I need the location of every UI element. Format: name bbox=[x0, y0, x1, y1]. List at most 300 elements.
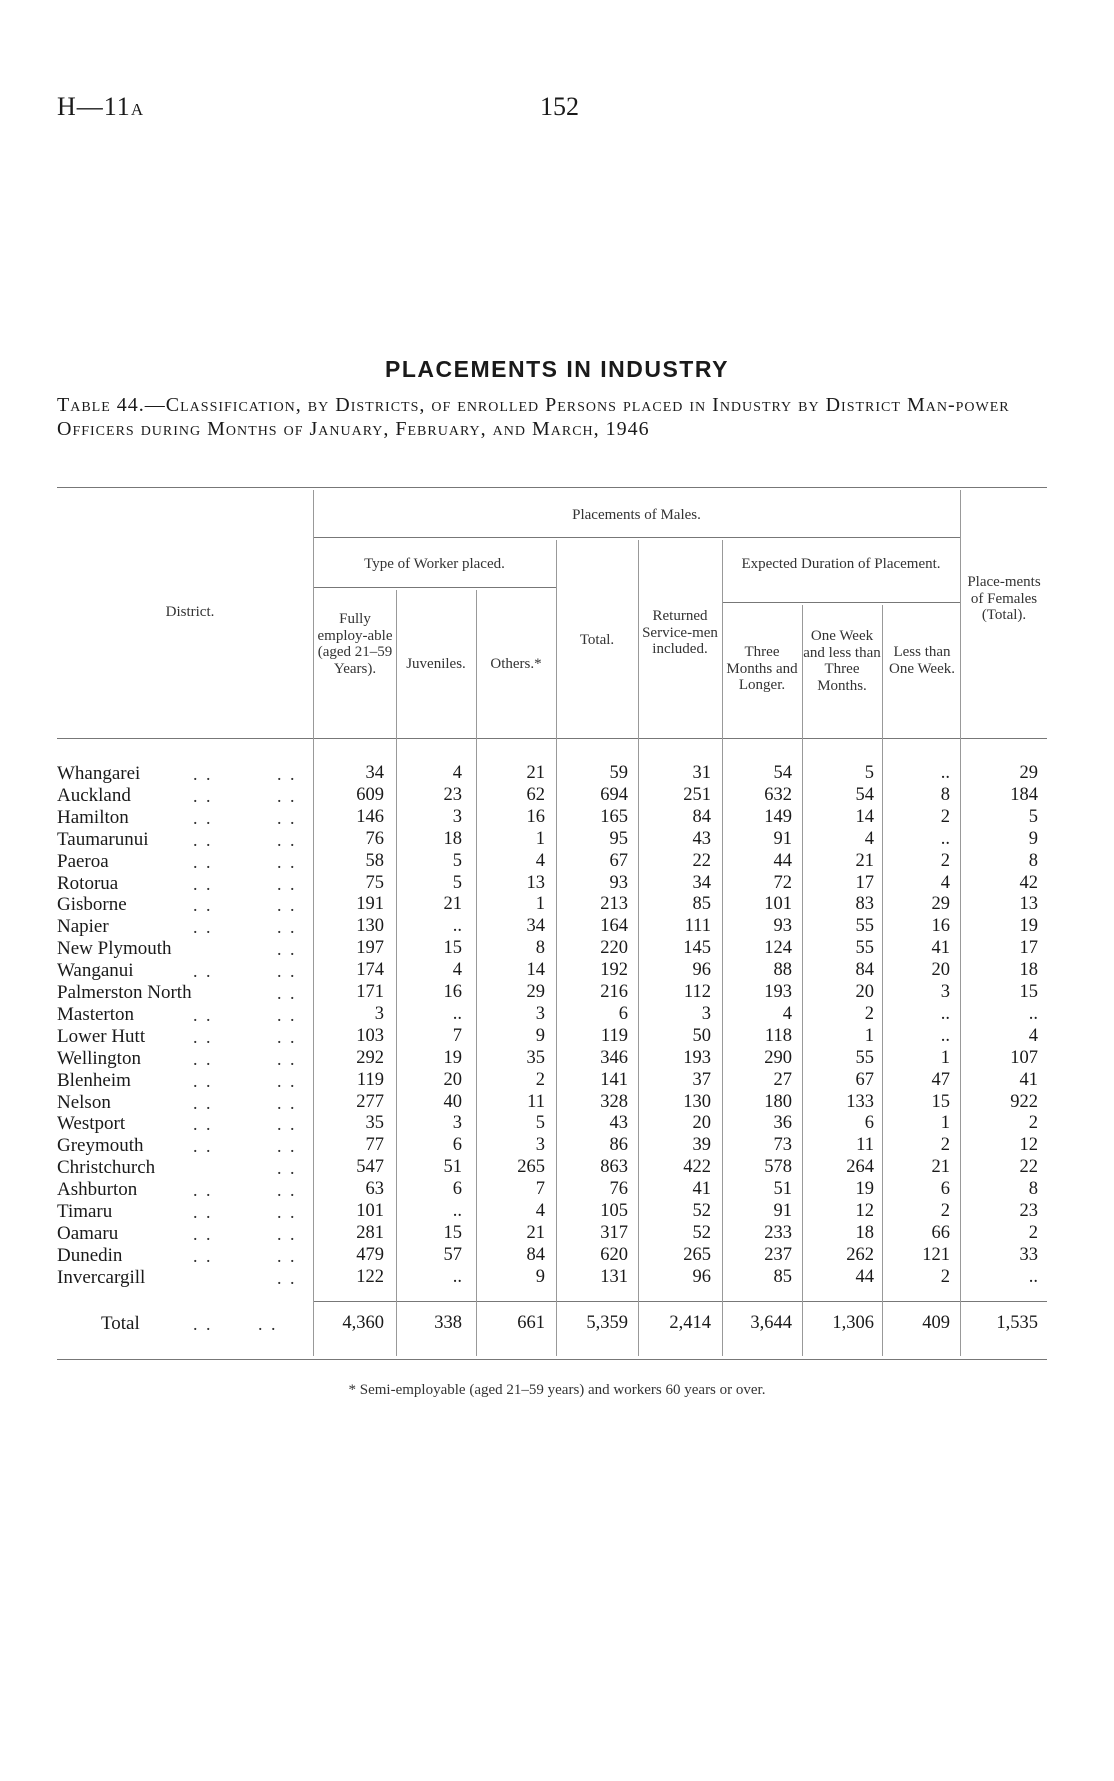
cell-total: 694 bbox=[600, 784, 628, 805]
col-header-less-one-week: Less than One Week. bbox=[889, 644, 955, 677]
leader-dots: . . bbox=[277, 873, 297, 894]
cell-one-week: 21 bbox=[855, 850, 874, 871]
cell-fully-employable: 77 bbox=[365, 1135, 384, 1156]
cell-total: 863 bbox=[600, 1157, 628, 1178]
leader-dots: . . bbox=[277, 785, 297, 806]
leader-dots: . . bbox=[277, 1180, 297, 1201]
cell-females: 922 bbox=[1010, 1091, 1038, 1112]
cell-juveniles: 4 bbox=[452, 763, 462, 783]
cell-others: 21 bbox=[526, 1222, 545, 1243]
cell-one-week: 55 bbox=[855, 916, 874, 937]
leader-dots: . . bbox=[277, 1070, 297, 1091]
cell-less-one-week: 2 bbox=[940, 806, 950, 827]
cell-total: 131 bbox=[600, 1266, 628, 1287]
cell-others: 1 bbox=[535, 828, 545, 849]
cell-females: 4 bbox=[1028, 1025, 1038, 1046]
cell-three-months: 27 bbox=[773, 1069, 792, 1090]
district-name: Greymouth bbox=[57, 1135, 144, 1157]
cell-returned-servicemen: 251 bbox=[683, 784, 711, 805]
district-name: Paeroa bbox=[57, 850, 109, 872]
cell-total: 141 bbox=[600, 1069, 628, 1090]
cell-returned-servicemen: 41 bbox=[692, 1179, 711, 1200]
district-name: Whangarei bbox=[57, 763, 141, 784]
table-bottom-rule bbox=[57, 1359, 1047, 1360]
cell-less-one-week: 3 bbox=[940, 982, 950, 1002]
cell-total: 192 bbox=[600, 960, 628, 981]
cell-fully-employable: 103 bbox=[356, 1025, 384, 1046]
page-title: PLACEMENTS IN INDUSTRY bbox=[385, 356, 729, 382]
cell-others: 35 bbox=[526, 1047, 545, 1068]
cell-total: 317 bbox=[600, 1222, 628, 1243]
cell-one-week: 262 bbox=[846, 1244, 874, 1265]
document-series-code bbox=[57, 92, 144, 122]
cell-total: 216 bbox=[600, 982, 628, 1002]
cell-total: 346 bbox=[600, 1047, 628, 1068]
cell-one-week: 12 bbox=[855, 1201, 874, 1221]
cell-less-one-week: 41 bbox=[931, 938, 950, 959]
totals-label: Total bbox=[101, 1313, 140, 1334]
cell-juveniles: 7 bbox=[452, 1025, 462, 1046]
cell-less-one-week: 1 bbox=[940, 1113, 950, 1134]
footnote: * Semi-employable (aged 21–59 years) and workers 60 years or over. bbox=[348, 1382, 766, 1398]
cell-three-months: 91 bbox=[773, 828, 792, 849]
cell-less-one-week: 66 bbox=[931, 1222, 950, 1243]
leader-dots: . . bbox=[193, 1223, 213, 1244]
leader-dots: . . bbox=[277, 1267, 297, 1288]
leader-dots: . . bbox=[193, 829, 213, 850]
cell-total: 105 bbox=[600, 1201, 628, 1221]
cell-one-week: 1 bbox=[864, 1025, 874, 1046]
district-name: Hamilton bbox=[57, 806, 129, 828]
cell-females: 22 bbox=[1019, 1157, 1038, 1178]
leader-dots: . . bbox=[193, 1114, 213, 1135]
leader-dots: . . . . bbox=[193, 1314, 278, 1334]
leader-dots: . . bbox=[193, 961, 213, 982]
leader-dots: . . bbox=[277, 1245, 297, 1266]
district-name: Nelson bbox=[57, 1091, 111, 1113]
cell-returned-servicemen: 50 bbox=[692, 1025, 711, 1046]
cell-one-week: 11 bbox=[856, 1135, 874, 1156]
cell-three-months: 54 bbox=[773, 763, 792, 783]
cell-returned-servicemen: 52 bbox=[692, 1201, 711, 1221]
cell-others: 21 bbox=[526, 763, 545, 783]
leader-dots: . . bbox=[277, 829, 297, 850]
cell-fully-employable: 479 bbox=[356, 1244, 384, 1265]
cell-females: 13 bbox=[1019, 894, 1038, 915]
cell-females: 2 bbox=[1028, 1222, 1038, 1243]
cell-returned-servicemen: 265 bbox=[683, 1244, 711, 1265]
col-divider bbox=[313, 490, 314, 1356]
cell-fully-employable: 174 bbox=[356, 960, 384, 981]
cell-others: 4 bbox=[535, 1201, 545, 1221]
cell-one-week: 20 bbox=[855, 982, 874, 1002]
cell-three-months: 149 bbox=[764, 806, 792, 827]
cell-females: 5 bbox=[1028, 806, 1038, 827]
leader-dots: . . bbox=[193, 917, 213, 938]
district-name: Blenheim bbox=[57, 1069, 131, 1091]
cell-returned-servicemen: 20 bbox=[692, 1113, 711, 1134]
table-top-rule bbox=[57, 487, 1047, 488]
col-header-fully-employable: Fully employ-able (aged 21–59 Years). bbox=[317, 611, 393, 677]
total-total: 5,359 bbox=[586, 1313, 628, 1333]
leader-dots: . . bbox=[277, 983, 297, 1003]
cell-three-months: 632 bbox=[764, 784, 792, 805]
cell-females: 18 bbox=[1019, 960, 1038, 981]
cell-total: 164 bbox=[600, 916, 628, 937]
cell-females: 41 bbox=[1019, 1069, 1038, 1090]
district-name: Auckland bbox=[57, 784, 131, 806]
cell-less-one-week: 1 bbox=[940, 1047, 950, 1068]
series-code: H—11 bbox=[57, 92, 131, 121]
leader-dots: . . bbox=[193, 851, 213, 872]
cell-others: 2 bbox=[535, 1069, 545, 1090]
cell-three-months: 180 bbox=[764, 1091, 792, 1112]
cell-three-months: 73 bbox=[773, 1135, 792, 1156]
cell-less-one-week: .. bbox=[940, 1003, 950, 1024]
cell-females: .. bbox=[1028, 1003, 1038, 1024]
total-three-months: 3,644 bbox=[750, 1313, 792, 1333]
cell-others: 13 bbox=[526, 872, 545, 893]
cell-females: 33 bbox=[1019, 1244, 1038, 1265]
col-header-females: Place-ments of Females (Total). bbox=[967, 574, 1041, 623]
cell-one-week: 83 bbox=[855, 894, 874, 915]
cell-three-months: 51 bbox=[773, 1179, 792, 1200]
leader-dots: . . bbox=[193, 1048, 213, 1069]
cell-fully-employable: 146 bbox=[356, 806, 384, 827]
cell-others: 3 bbox=[535, 1135, 545, 1156]
cell-less-one-week: 2 bbox=[940, 1266, 950, 1287]
page-number: 152 bbox=[540, 92, 579, 121]
total-less-one-week: 409 bbox=[922, 1313, 950, 1333]
cell-juveniles: 15 bbox=[443, 1222, 462, 1243]
cell-juveniles: 5 bbox=[452, 872, 462, 893]
cell-three-months: 93 bbox=[773, 916, 792, 937]
cell-juveniles: 15 bbox=[443, 938, 462, 959]
type-worker-rule bbox=[313, 587, 556, 588]
cell-less-one-week: 121 bbox=[922, 1244, 950, 1265]
district-name: Christchurch bbox=[57, 1157, 156, 1179]
cell-returned-servicemen: 31 bbox=[692, 763, 711, 783]
cell-three-months: 4 bbox=[782, 1003, 792, 1024]
leader-dots: . . bbox=[277, 1048, 297, 1069]
cell-returned-servicemen: 145 bbox=[683, 938, 711, 959]
cell-others: 14 bbox=[526, 960, 545, 981]
cell-females: 12 bbox=[1019, 1135, 1038, 1156]
cell-females: 23 bbox=[1019, 1201, 1038, 1221]
cell-less-one-week: 8 bbox=[940, 784, 950, 805]
leader-dots: . . bbox=[193, 1026, 213, 1047]
cell-one-week: 17 bbox=[855, 872, 874, 893]
district-name: New Plymouth bbox=[57, 938, 172, 960]
cell-returned-servicemen: 85 bbox=[692, 894, 711, 915]
cell-females: 15 bbox=[1019, 982, 1038, 1002]
cell-females: .. bbox=[1028, 1266, 1038, 1287]
cell-one-week: 6 bbox=[864, 1113, 874, 1134]
cell-others: 7 bbox=[535, 1179, 545, 1200]
cell-fully-employable: 34 bbox=[365, 763, 384, 783]
col-header-one-week: One Week and less than Three Months. bbox=[803, 628, 881, 694]
cell-fully-employable: 281 bbox=[356, 1222, 384, 1243]
cell-others: 1 bbox=[535, 894, 545, 915]
cell-returned-servicemen: 84 bbox=[692, 806, 711, 827]
cell-one-week: 55 bbox=[855, 1047, 874, 1068]
cell-three-months: 290 bbox=[764, 1047, 792, 1068]
district-name: Dunedin bbox=[57, 1244, 123, 1266]
cell-three-months: 85 bbox=[773, 1266, 792, 1287]
cell-three-months: 72 bbox=[773, 872, 792, 893]
district-name: Wanganui bbox=[57, 960, 134, 982]
cell-fully-employable: 63 bbox=[365, 1179, 384, 1200]
cell-juveniles: 18 bbox=[443, 828, 462, 849]
cell-others: 84 bbox=[526, 1244, 545, 1265]
leader-dots: . . bbox=[193, 1180, 213, 1201]
cell-females: 8 bbox=[1028, 850, 1038, 871]
leader-dots: . . bbox=[277, 961, 297, 982]
cell-others: 9 bbox=[535, 1266, 545, 1287]
cell-returned-servicemen: 130 bbox=[683, 1091, 711, 1112]
cell-total: 95 bbox=[609, 828, 628, 849]
cell-total: 328 bbox=[600, 1091, 628, 1112]
total-one-week: 1,306 bbox=[832, 1313, 874, 1333]
leader-dots: . . bbox=[193, 1245, 213, 1266]
cell-total: 43 bbox=[609, 1113, 628, 1134]
leader-dots: . . bbox=[277, 1004, 297, 1025]
cell-females: 2 bbox=[1028, 1113, 1038, 1134]
cell-others: 3 bbox=[535, 1003, 545, 1024]
leader-dots: . . bbox=[193, 764, 213, 784]
total-others: 661 bbox=[517, 1313, 545, 1333]
duration-rule bbox=[722, 602, 960, 603]
col-header-placements-males: Placements of Males. bbox=[572, 507, 701, 523]
header-bottom-rule bbox=[57, 738, 1047, 739]
cell-one-week: 5 bbox=[864, 763, 874, 783]
cell-females: 17 bbox=[1019, 938, 1038, 959]
leader-dots: . . bbox=[277, 1026, 297, 1047]
district-name: Napier bbox=[57, 916, 109, 938]
cell-less-one-week: 6 bbox=[940, 1179, 950, 1200]
series-suffix: A bbox=[130, 100, 145, 119]
cell-juveniles: 3 bbox=[452, 1113, 462, 1134]
cell-juveniles: 40 bbox=[443, 1091, 462, 1112]
col-header-three-months: Three Months and Longer. bbox=[726, 644, 798, 693]
cell-returned-servicemen: 43 bbox=[692, 828, 711, 849]
cell-total: 59 bbox=[609, 763, 628, 783]
leader-dots: . . bbox=[193, 873, 213, 894]
leader-dots: . . bbox=[193, 1092, 213, 1113]
district-name: Ashburton bbox=[57, 1179, 138, 1201]
cell-juveniles: 6 bbox=[452, 1135, 462, 1156]
cell-returned-servicemen: 112 bbox=[683, 982, 711, 1002]
cell-one-week: 44 bbox=[855, 1266, 874, 1287]
cell-one-week: 264 bbox=[846, 1157, 874, 1178]
cell-three-months: 578 bbox=[764, 1157, 792, 1178]
cell-juveniles: .. bbox=[452, 916, 462, 937]
cell-juveniles: 57 bbox=[443, 1244, 462, 1265]
table-caption-text: —Classification, by Districts, of enrolled Persons placed in Industry by District Man-power Officers during Months of January, February, and March, 1946 bbox=[57, 394, 1010, 440]
cell-juveniles: 5 bbox=[452, 850, 462, 871]
cell-others: 34 bbox=[526, 916, 545, 937]
col-header-juveniles: Juveniles. bbox=[406, 656, 466, 672]
total-returned-servicemen: 2,414 bbox=[669, 1313, 711, 1333]
leader-dots: . . bbox=[277, 939, 297, 960]
cell-less-one-week: .. bbox=[940, 1025, 950, 1046]
cell-three-months: 36 bbox=[773, 1113, 792, 1134]
table-caption bbox=[57, 393, 1067, 441]
total-fully-employable: 4,360 bbox=[342, 1313, 384, 1333]
cell-three-months: 101 bbox=[764, 894, 792, 915]
cell-juveniles: 23 bbox=[443, 784, 462, 805]
district-name: Timaru bbox=[57, 1201, 113, 1222]
cell-others: 16 bbox=[526, 806, 545, 827]
leader-dots: . . bbox=[277, 1114, 297, 1135]
cell-total: 165 bbox=[600, 806, 628, 827]
cell-less-one-week: .. bbox=[940, 828, 950, 849]
cell-three-months: 124 bbox=[764, 938, 792, 959]
cell-juveniles: 4 bbox=[452, 960, 462, 981]
cell-total: 86 bbox=[609, 1135, 628, 1156]
cell-less-one-week: 2 bbox=[940, 850, 950, 871]
cell-juveniles: .. bbox=[452, 1266, 462, 1287]
col-header-district: District. bbox=[165, 604, 215, 620]
cell-females: 9 bbox=[1028, 828, 1038, 849]
cell-returned-servicemen: 96 bbox=[692, 1266, 711, 1287]
cell-less-one-week: .. bbox=[940, 763, 950, 783]
cell-less-one-week: 15 bbox=[931, 1091, 950, 1112]
leader-dots: . . bbox=[277, 764, 297, 784]
leader-dots: . . bbox=[193, 1004, 213, 1025]
cell-less-one-week: 29 bbox=[931, 894, 950, 915]
cell-three-months: 193 bbox=[764, 982, 792, 1002]
cell-returned-servicemen: 111 bbox=[684, 916, 711, 937]
cell-returned-servicemen: 39 bbox=[692, 1135, 711, 1156]
cell-one-week: 19 bbox=[855, 1179, 874, 1200]
cell-total: 93 bbox=[609, 872, 628, 893]
leader-dots: . . bbox=[277, 807, 297, 828]
district-name: Westport bbox=[57, 1113, 126, 1135]
leader-dots: . . bbox=[193, 785, 213, 806]
cell-total: 67 bbox=[609, 850, 628, 871]
district-name: Palmerston North bbox=[57, 982, 192, 1003]
district-name: Rotorua bbox=[57, 872, 119, 894]
leader-dots: . . bbox=[193, 1070, 213, 1091]
leader-dots: . . bbox=[277, 1092, 297, 1113]
leader-dots: . . bbox=[193, 1202, 213, 1222]
cell-three-months: 91 bbox=[773, 1201, 792, 1221]
leader-dots: . . bbox=[277, 895, 297, 916]
cell-others: 265 bbox=[517, 1157, 545, 1178]
cell-fully-employable: 58 bbox=[365, 850, 384, 871]
cell-juveniles: 6 bbox=[452, 1179, 462, 1200]
cell-three-months: 118 bbox=[764, 1025, 792, 1046]
table-label: Table 44. bbox=[57, 394, 145, 416]
cell-three-months: 44 bbox=[773, 850, 792, 871]
cell-fully-employable: 609 bbox=[356, 784, 384, 805]
cell-one-week: 2 bbox=[864, 1003, 874, 1024]
cell-one-week: 67 bbox=[855, 1069, 874, 1090]
cell-returned-servicemen: 3 bbox=[701, 1003, 711, 1024]
cell-fully-employable: 75 bbox=[365, 872, 384, 893]
district-name: Wellington bbox=[57, 1047, 141, 1069]
cell-less-one-week: 16 bbox=[931, 916, 950, 937]
cell-less-one-week: 21 bbox=[931, 1157, 950, 1178]
cell-three-months: 88 bbox=[773, 960, 792, 981]
cell-one-week: 14 bbox=[855, 806, 874, 827]
cell-one-week: 133 bbox=[846, 1091, 874, 1112]
district-name: Oamaru bbox=[57, 1222, 119, 1244]
cell-fully-employable: 35 bbox=[365, 1113, 384, 1134]
district-name: Masterton bbox=[57, 1003, 135, 1025]
leader-dots: . . bbox=[193, 807, 213, 828]
cell-fully-employable: 197 bbox=[356, 938, 384, 959]
leader-dots: . . bbox=[277, 917, 297, 938]
cell-less-one-week: 4 bbox=[940, 872, 950, 893]
cell-returned-servicemen: 193 bbox=[683, 1047, 711, 1068]
cell-one-week: 55 bbox=[855, 938, 874, 959]
cell-females: 42 bbox=[1019, 872, 1038, 893]
cell-less-one-week: 2 bbox=[940, 1201, 950, 1221]
cell-fully-employable: 191 bbox=[356, 894, 384, 915]
cell-fully-employable: 547 bbox=[356, 1157, 384, 1178]
col-header-expected-duration: Expected Duration of Placement. bbox=[741, 556, 941, 572]
cell-returned-servicemen: 37 bbox=[692, 1069, 711, 1090]
cell-others: 9 bbox=[535, 1025, 545, 1046]
cell-juveniles: 3 bbox=[452, 806, 462, 827]
cell-total: 213 bbox=[600, 894, 628, 915]
cell-three-months: 237 bbox=[764, 1244, 792, 1265]
district-name: Taumarunui bbox=[57, 828, 149, 850]
cell-others: 8 bbox=[535, 938, 545, 959]
cell-females: 107 bbox=[1010, 1047, 1038, 1068]
cell-returned-servicemen: 52 bbox=[692, 1222, 711, 1243]
cell-others: 5 bbox=[535, 1113, 545, 1134]
cell-one-week: 4 bbox=[864, 828, 874, 849]
cell-three-months: 233 bbox=[764, 1222, 792, 1243]
district-name: Gisborne bbox=[57, 894, 127, 916]
cell-returned-servicemen: 96 bbox=[692, 960, 711, 981]
cell-total: 119 bbox=[600, 1025, 628, 1046]
cell-returned-servicemen: 34 bbox=[692, 872, 711, 893]
leader-dots: . . bbox=[277, 1158, 297, 1179]
cell-juveniles: .. bbox=[452, 1003, 462, 1024]
placements-males-rule bbox=[313, 537, 960, 538]
cell-others: 11 bbox=[527, 1091, 545, 1112]
cell-total: 6 bbox=[618, 1003, 628, 1024]
col-header-returned-servicemen: Returned Service-men included. bbox=[642, 608, 718, 657]
cell-one-week: 54 bbox=[855, 784, 874, 805]
cell-juveniles: 20 bbox=[443, 1069, 462, 1090]
cell-others: 62 bbox=[526, 784, 545, 805]
cell-fully-employable: 277 bbox=[356, 1091, 384, 1112]
leader-dots: . . bbox=[193, 1136, 213, 1157]
cell-fully-employable: 171 bbox=[356, 982, 384, 1002]
cell-returned-servicemen: 22 bbox=[692, 850, 711, 871]
cell-one-week: 84 bbox=[855, 960, 874, 981]
leader-dots: . . bbox=[193, 895, 213, 916]
cell-fully-employable: 122 bbox=[356, 1266, 384, 1287]
total-juveniles: 338 bbox=[434, 1313, 462, 1333]
cell-females: 19 bbox=[1019, 916, 1038, 937]
cell-fully-employable: 292 bbox=[356, 1047, 384, 1068]
cell-females: 29 bbox=[1019, 763, 1038, 783]
cell-others: 29 bbox=[526, 982, 545, 1002]
cell-females: 8 bbox=[1028, 1179, 1038, 1200]
cell-fully-employable: 3 bbox=[374, 1003, 384, 1024]
cell-juveniles: 51 bbox=[443, 1157, 462, 1178]
cell-fully-employable: 130 bbox=[356, 916, 384, 937]
cell-fully-employable: 76 bbox=[365, 828, 384, 849]
cell-juveniles: .. bbox=[452, 1201, 462, 1221]
cell-total: 620 bbox=[600, 1244, 628, 1265]
